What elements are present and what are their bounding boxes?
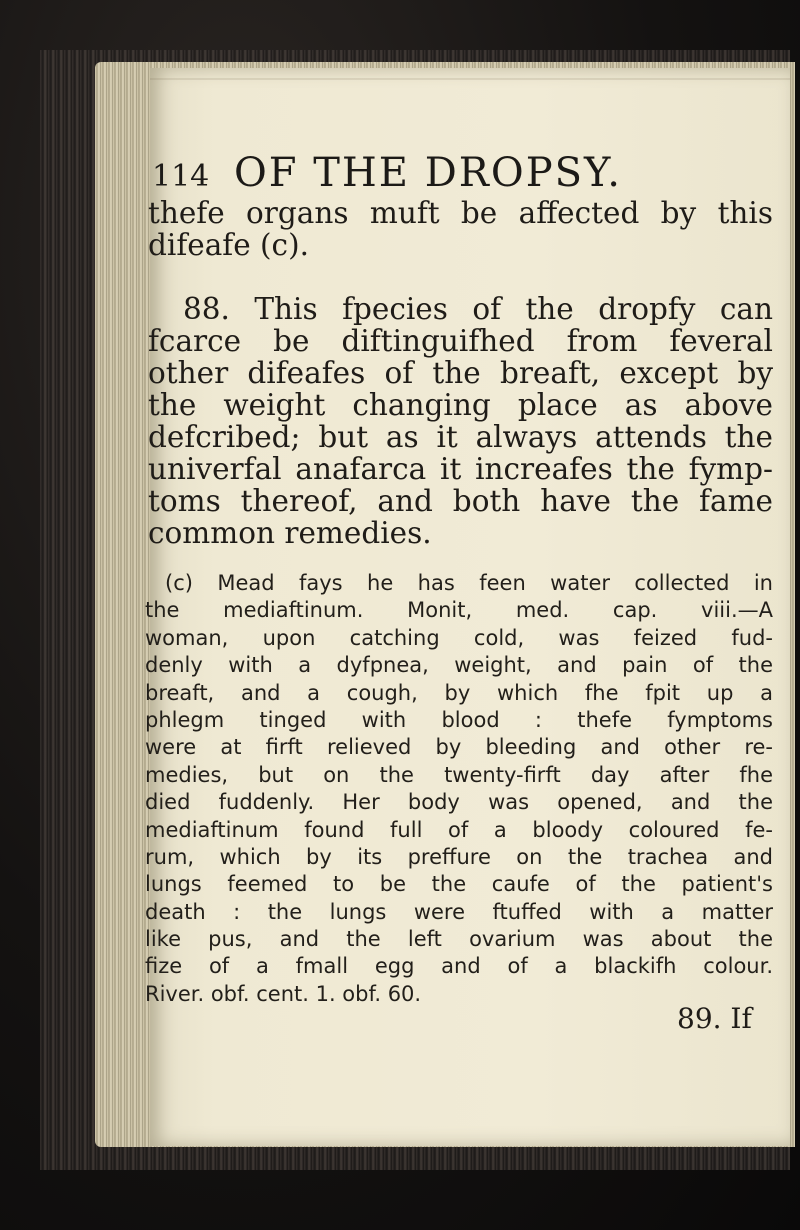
footnote-line: were at firft relieved by bleeding and other re- — [145, 735, 773, 760]
text-line: fcarce be diftinguifhed from feveral — [148, 324, 773, 358]
footnote-line: phlegm tinged with blood : thefe fymptoms — [145, 707, 773, 732]
running-title: OF THE DROPSY. — [233, 150, 622, 196]
page-number: 114 — [152, 159, 210, 194]
footnote-line: like pus, and the left ovarium was about the — [145, 927, 773, 952]
footnote-line: denly with a dyfpnea, weight, and pain of the — [145, 653, 773, 678]
footnote-line: (c) Mead fays he has feen water collected in — [165, 571, 773, 595]
text-line: thefe organs muft be affected by this — [148, 196, 773, 230]
text-line: the weight changing place as above — [148, 388, 773, 422]
main-text-block-1 — [148, 197, 773, 261]
text-line: difeafe (c). — [148, 228, 309, 262]
footnote-line: medies, but on the twenty-firft day after fhe — [145, 762, 773, 787]
footnote-line: death : the lungs were ftuffed with a matter — [145, 899, 773, 924]
footnote-line: breaft, and a cough, by which fhe fpit up a — [145, 680, 773, 705]
footnote-line: the mediaftinum. Monit, med. cap. viii.—A — [145, 598, 773, 623]
text-line: toms thereof, and both have the fame — [148, 484, 773, 518]
text-line: 88. This fpecies of the dropfy can — [183, 292, 773, 326]
main-text-block-2 — [148, 293, 773, 549]
footnote-line: mediaftinum found full of a bloody coloured fe- — [145, 817, 773, 842]
footnote — [145, 570, 773, 1008]
text-line: common remedies. — [148, 516, 432, 550]
text-line: defcribed; but as it always attends the — [148, 420, 773, 454]
footnote-line: fize of a fmall egg and of a blackifh colour. — [145, 954, 773, 979]
footnote-line: lungs feemed to be the caufe of the patient's — [145, 872, 773, 897]
running-header — [152, 150, 622, 196]
footnote-line: rum, which by its preffure on the trachea and — [145, 844, 773, 869]
footnote-line: died fuddenly. Her body was opened, and the — [145, 790, 773, 815]
footnote-line: River. obf. cent. 1. obf. 60. — [145, 981, 422, 1006]
footnote-line: woman, upon catching cold, was feized fud- — [145, 625, 773, 650]
text-line: univerfal anafarca it increafes the fymp- — [148, 452, 773, 486]
text-line: other difeafes of the breaft, except by — [148, 356, 773, 390]
catchword: 89. If — [677, 1002, 752, 1035]
page-top-edge — [150, 78, 790, 80]
